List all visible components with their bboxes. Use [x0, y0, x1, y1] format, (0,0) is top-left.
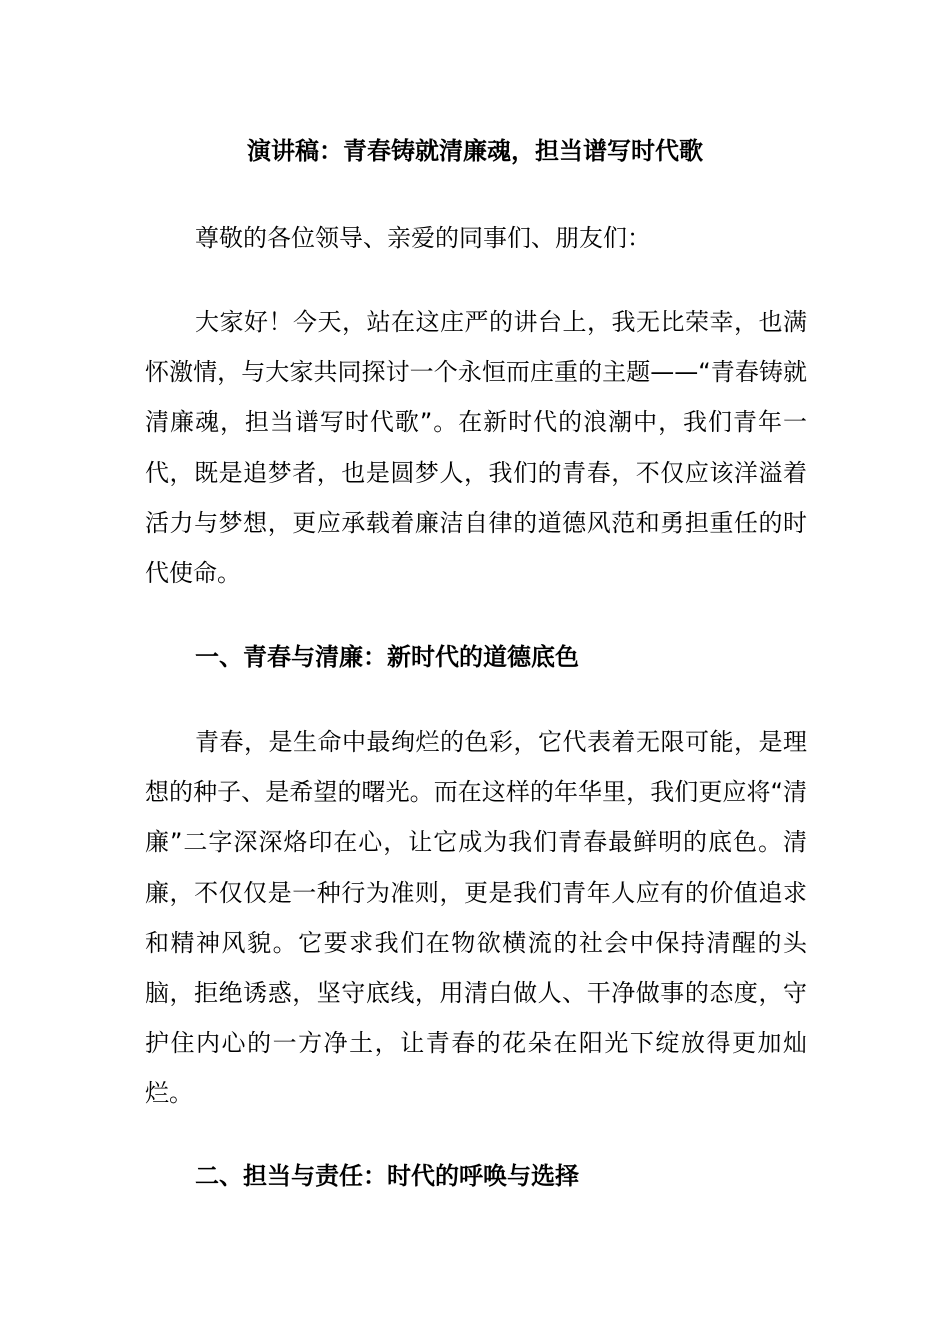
greeting-line: 尊敬的各位领导、亲爱的同事们、朋友们： — [195, 224, 651, 252]
document-title: 演讲稿：青春铸就清廉魂，担当谱写时代歌 — [247, 137, 703, 165]
section-heading-1: 一、青春与清廉：新时代的道德底色 — [195, 643, 579, 671]
intro-paragraph: 大家好！今天，站在这庄严的讲台上，我无比荣幸，也满怀激情，与大家共同探讨一个永恒而庄重的主题——“青春铸就清廉魂，担当谱写时代歌”。在新时代的浪潮中，我们青年一代，既是追梦者，也是圆梦人，我们的青春，不仅应该洋溢着活力与梦想，更应承载着廉洁自律的道德风范和勇担重任的时代使命。 — [145, 308, 807, 588]
section-heading-2: 二、担当与责任：时代的呼唤与选择 — [195, 1162, 579, 1190]
section-1-paragraph: 青春，是生命中最绚烂的色彩，它代表着无限可能，是理想的种子、是希望的曙光。而在这样的年华里，我们更应将“清廉”二字深深烙印在心，让它成为我们青春最鲜明的底色。清廉，不仅仅是一种行为准则，更是我们青年人应有的价值追求和精神风貌。它要求我们在物欲横流的社会中保持清醒的头脑，拒绝诱惑，坚守底线，用清白做人、干净做事的态度，守护住内心的一方净土，让青春的花朵在阳光下绽放得更加灿烂。 — [145, 728, 807, 1108]
